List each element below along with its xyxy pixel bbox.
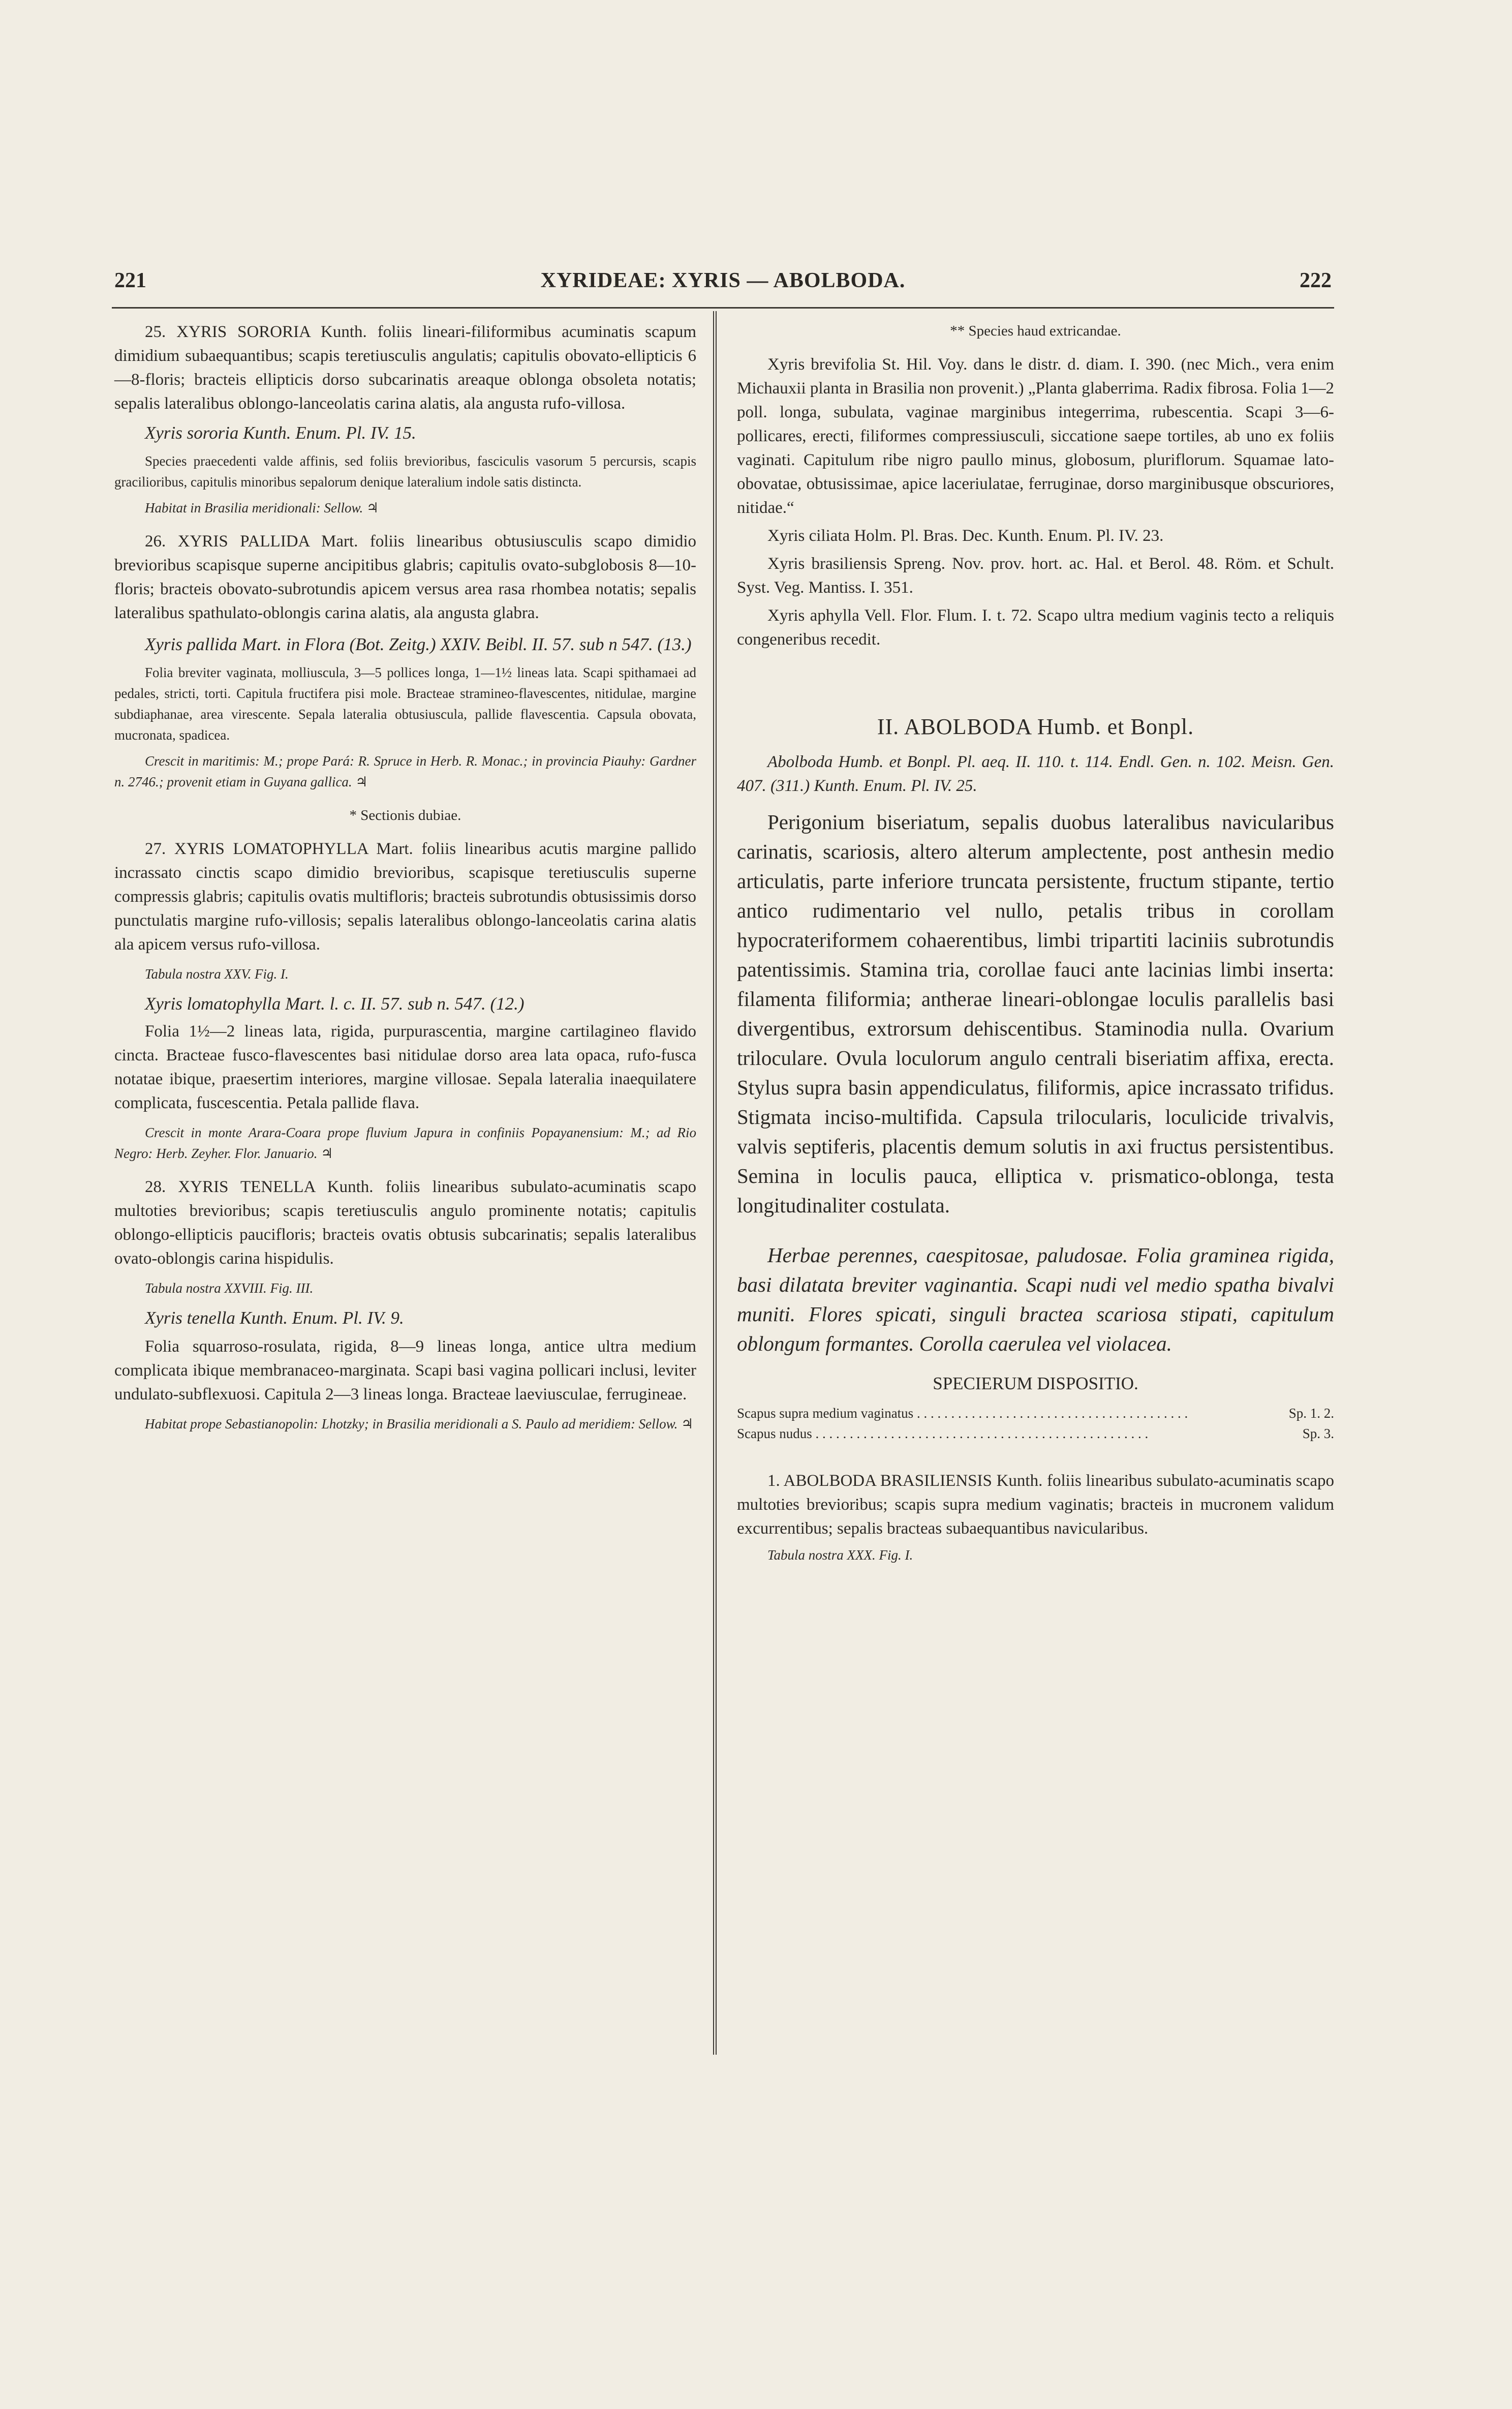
disposition-row-1: Scapus supra medium vaginatus . . . . . . . . . . . . . . . . . . . . . . . . . . . . . . . . . . . . . . . . Sp. 1. 2. [737,1403,1334,1423]
species-25-reference: Xyris sororia Kunth. Enum. Pl. IV. 15. [145,423,416,443]
section-heading-extricandae: ** Species haud extricandae. [950,323,1121,339]
species-27-habitat: Crescit in monte Arara-Coara prope fluvium Japura in confiniis Popayanensium: M.; ad Rio Negro: Herb. Zeyher. Flor. Januario. ♃ [114,1125,696,1161]
genus-habit: Herbae perennes, caespitosae, paludosae. Folia graminea rigida, basi dilatata breviter vaginantia. Scapi nudi vel medio spatha bivalvi muniti. Flores spicati, singuli bractea scariosa stipati, capitulum oblongum formantes. Corolla caerulea vel violacea. [737,1243,1334,1355]
disposition-species-2: Sp. 3. [1298,1423,1334,1444]
disposition-row-2: Scapus nudus . . . . . . . . . . . . . . . . . . . . . . . . . . . . . . . . . . . . . . . . . . . . . . . . . Sp. 3. [737,1423,1334,1444]
genus-title-abolboda: II. ABOLBODA Humb. et Bonpl. [877,714,1194,739]
xyris-brevifolia-entry: Xyris brevifolia St. Hil. Voy. dans le distr. d. diam. I. 390. (nec Mich., vera enim Michauxii planta in Brasilia non provenit.) „Planta glaberrima. Radix fibrosa. Folia 1—2 poll. longa, subulata, vaginae marginibus integerrima, rubescentia. Scapi 3—6-pollicares, erecti, filiformes compressiusculi, siccatione saepe tortiles, ab uno ex foliis vaginati. Capitulum ribe nigro paullo minus, globosum, pluriflorum. Squamae lato-obovatae, obtusissimae, apice laceriulatae, ferruginae, dorso marginibusque obscuriores, nitidae.“ [737,355,1334,517]
disposition-title: SPECIERUM DISPOSITIO. [933,1374,1138,1393]
species-26-description: Folia breviter vaginata, molliuscula, 3—5 pollices longa, 1—1½ lineas lata. Scapi spithamaei ad pedales, stricti, torti. Capitula fructifera pisi mole. Bracteae stramineo-flavescentes, nitidulae, margine subdiaphanae, area virescente. Sepala lateralia obtusiuscula, pallide flavescentia. Capsula obovata, mucronata, spadicea. [114,665,696,743]
species-27-reference: Xyris lomatophylla Mart. l. c. II. 57. sub n. 547. (12.) [145,994,524,1014]
species-27-description: Folia 1½—2 lineas lata, rigida, purpurascentia, margine cartilagineo flavido cincta. Bracteae fusco-flavescentes basi nitidulae dorso area lata opaca, rufo-fusca notatae ibique, praesertim interiores, margine villosae. Sepala lateralia inaequilatere complicata, fuscescentia. Petala pallide flava. [114,1022,696,1112]
disposition-species-1: Sp. 1. 2. [1284,1403,1334,1423]
species-26-diagnosis: 26. XYRIS PALLIDA Mart. foliis linearibus obtusiusculis scapo dimidio brevioribus scapisque superne ancipitibus glabris; capitulis ovato-subglobosis 8—10-floris; bracteis obovato-subrotundis apicem versus area rasa rhombea notatis; sepalis lateralibus spathulato-oblongis carina alatis, ala angusta glabra. [114,532,696,622]
disposition-label-2: Scapus nudus [737,1426,812,1441]
running-title: XYRIDEAE: XYRIS — ABOLBODA. [540,269,906,292]
left-column [114,320,696,1435]
header-rule [112,307,1334,309]
right-column [737,320,1334,1566]
species-28-plate: Tabula nostra XXVIII. Fig. III. [145,1280,314,1296]
column-divider [713,311,717,2055]
abolboda-species-1-diagnosis: 1. ABOLBODA BRASILIENSIS Kunth. foliis linearibus subulato-acuminatis scapo multoties brevioribus; scapis supra medium vaginatis; bracteis in mucronem validum excurrentibus; sepalis bracteas subaequantibus navicularibus. [737,1472,1334,1538]
species-26-habitat: Crescit in maritimis: M.; prope Pará: R. Spruce in Herb. R. Monac.; in provincia Piauhy: Gardner n. 2746.; provenit etiam in Guyana gallica. ♃ [114,753,696,789]
species-25-note: Species praecedenti valde affinis, sed foliis brevioribus, fasciculis vasorum 5 percursis, scapis gracilioribus, capitulis minoribus sepalorum denique lateralium indole satis distincta. [114,453,696,490]
species-28-description: Folia squarroso-rosulata, rigida, 8—9 lineas longa, antice ultra medium complicata ibique membranaceo-marginata. Scapi basi vagina pollicari inclusi, leviter undulato-subflexuosi. Capitula 2—3 lineas longa. Bracteae laeviusculae, ferrugineae. [114,1337,696,1404]
abolboda-species-1-plate: Tabula nostra XXX. Fig. I. [767,1547,913,1563]
species-28-diagnosis: 28. XYRIS TENELLA Kunth. foliis linearibus subulato-acuminatis scapo multoties brevioribus; scapis teretiusculis angulo prominente notatis; capitulis oblongo-ellipticis paucifloris; bracteis ovatis obtusis subcarinatis; sepalis lateralibus ovato-oblongis carina hispidulis. [114,1178,696,1268]
genus-reference: Abolboda Humb. et Bonpl. Pl. aeq. II. 110. t. 114. Endl. Gen. n. 102. Meisn. Gen. 407. (311.) Kunth. Enum. Pl. IV. 25. [737,753,1334,795]
xyris-ciliata-entry: Xyris ciliata Holm. Pl. Bras. Dec. Kunth. Enum. Pl. IV. 23. [767,527,1164,545]
species-27-plate: Tabula nostra XXV. Fig. I. [145,966,289,982]
section-heading-dubiae: * Sectionis dubiae. [349,807,461,824]
species-27-diagnosis: 27. XYRIS LOMATOPHYLLA Mart. foliis linearibus acutis margine pallido incrassato cinctis scapo dimidio brevioribus, scapisque teretiusculis superne compressis glabris; capitulis ovatis multifloris; bracteis subrotundis obtusissimis dorso punctulatis margine rufo-villosis; sepalis lateralibus oblongo-lanceolatis carina alatis ala apicem versus rufo-villosa. [114,840,696,954]
page-header [114,268,1332,299]
xyris-aphylla-entry: Xyris aphylla Vell. Flor. Flum. I. t. 72. Scapo ultra medium vaginis tecto a reliquis congeneribus recedit. [737,606,1334,649]
genus-description: Perigonium biseriatum, sepalis duobus lateralibus navicularibus carinatis, scariosis, altero alterum amplectente, post anthesin medio articulatis, parte inferiore truncata persistente, fructum stipante, tertio antico rudimentario vel nullo, petalis tribus in corollam hypocrateriformem cohaerentibus, limbi tripartiti laciniis subrotundis patentissimis. Stamina tria, corollae fauci ante lacinias limbi inserta: filamenta filiformia; antherae lineari-oblongae loculis parallelis basi divergentibus, extrorsum dehiscentibus. Staminodia nulla. Ovarium triloculare. Ovula loculorum angulo centrali biseriatim affixa, erecta. Stylus supra basin appendiculatus, filiformis, apice incrassato trifidus. Stigmata inciso-multifida. Capsula trilocularis, loculicide trivalvis, valvis septiferis, placentis demum solutis in axi fructus persistentibus. Semina in loculis pauca, elliptica v. prismatico-oblonga, testa longitudinaliter costulata. [737,810,1334,1217]
page-number-right: 222 [1300,269,1332,292]
page-number-left: 221 [114,269,146,292]
species-28-reference: Xyris tenella Kunth. Enum. Pl. IV. 9. [145,1308,404,1328]
species-26-reference: Xyris pallida Mart. in Flora (Bot. Zeitg.) XXIV. Beibl. II. 57. sub n 547. (13.) [145,634,692,654]
xyris-brasiliensis-entry: Xyris brasiliensis Spreng. Nov. prov. hort. ac. Hal. et Berol. 48. Röm. et Schult. Syst. Veg. Mantiss. I. 351. [737,555,1334,597]
species-28-habitat: Habitat prope Sebastianopolin: Lhotzky; in Brasilia meridionali a S. Paulo ad meridiem: Sellow. ♃ [145,1416,694,1431]
disposition-label-1: Scapus supra medium vaginatus [737,1406,914,1421]
species-25-diagnosis: 25. XYRIS SORORIA Kunth. foliis lineari-filiformibus acuminatis scapum dimidium subaequantibus; scapis teretiusculis angulatis; capitulis obovato-ellipticis 6—8-floris; bracteis ellipticis dorso subcarinatis areaque oblonga obsoleta notatis; sepalis lateralibus oblongo-lanceolatis carina alatis, ala angusta rufo-villosa. [114,323,696,413]
species-25-habitat: Habitat in Brasilia meridionali: Sellow. ♃ [145,500,379,515]
